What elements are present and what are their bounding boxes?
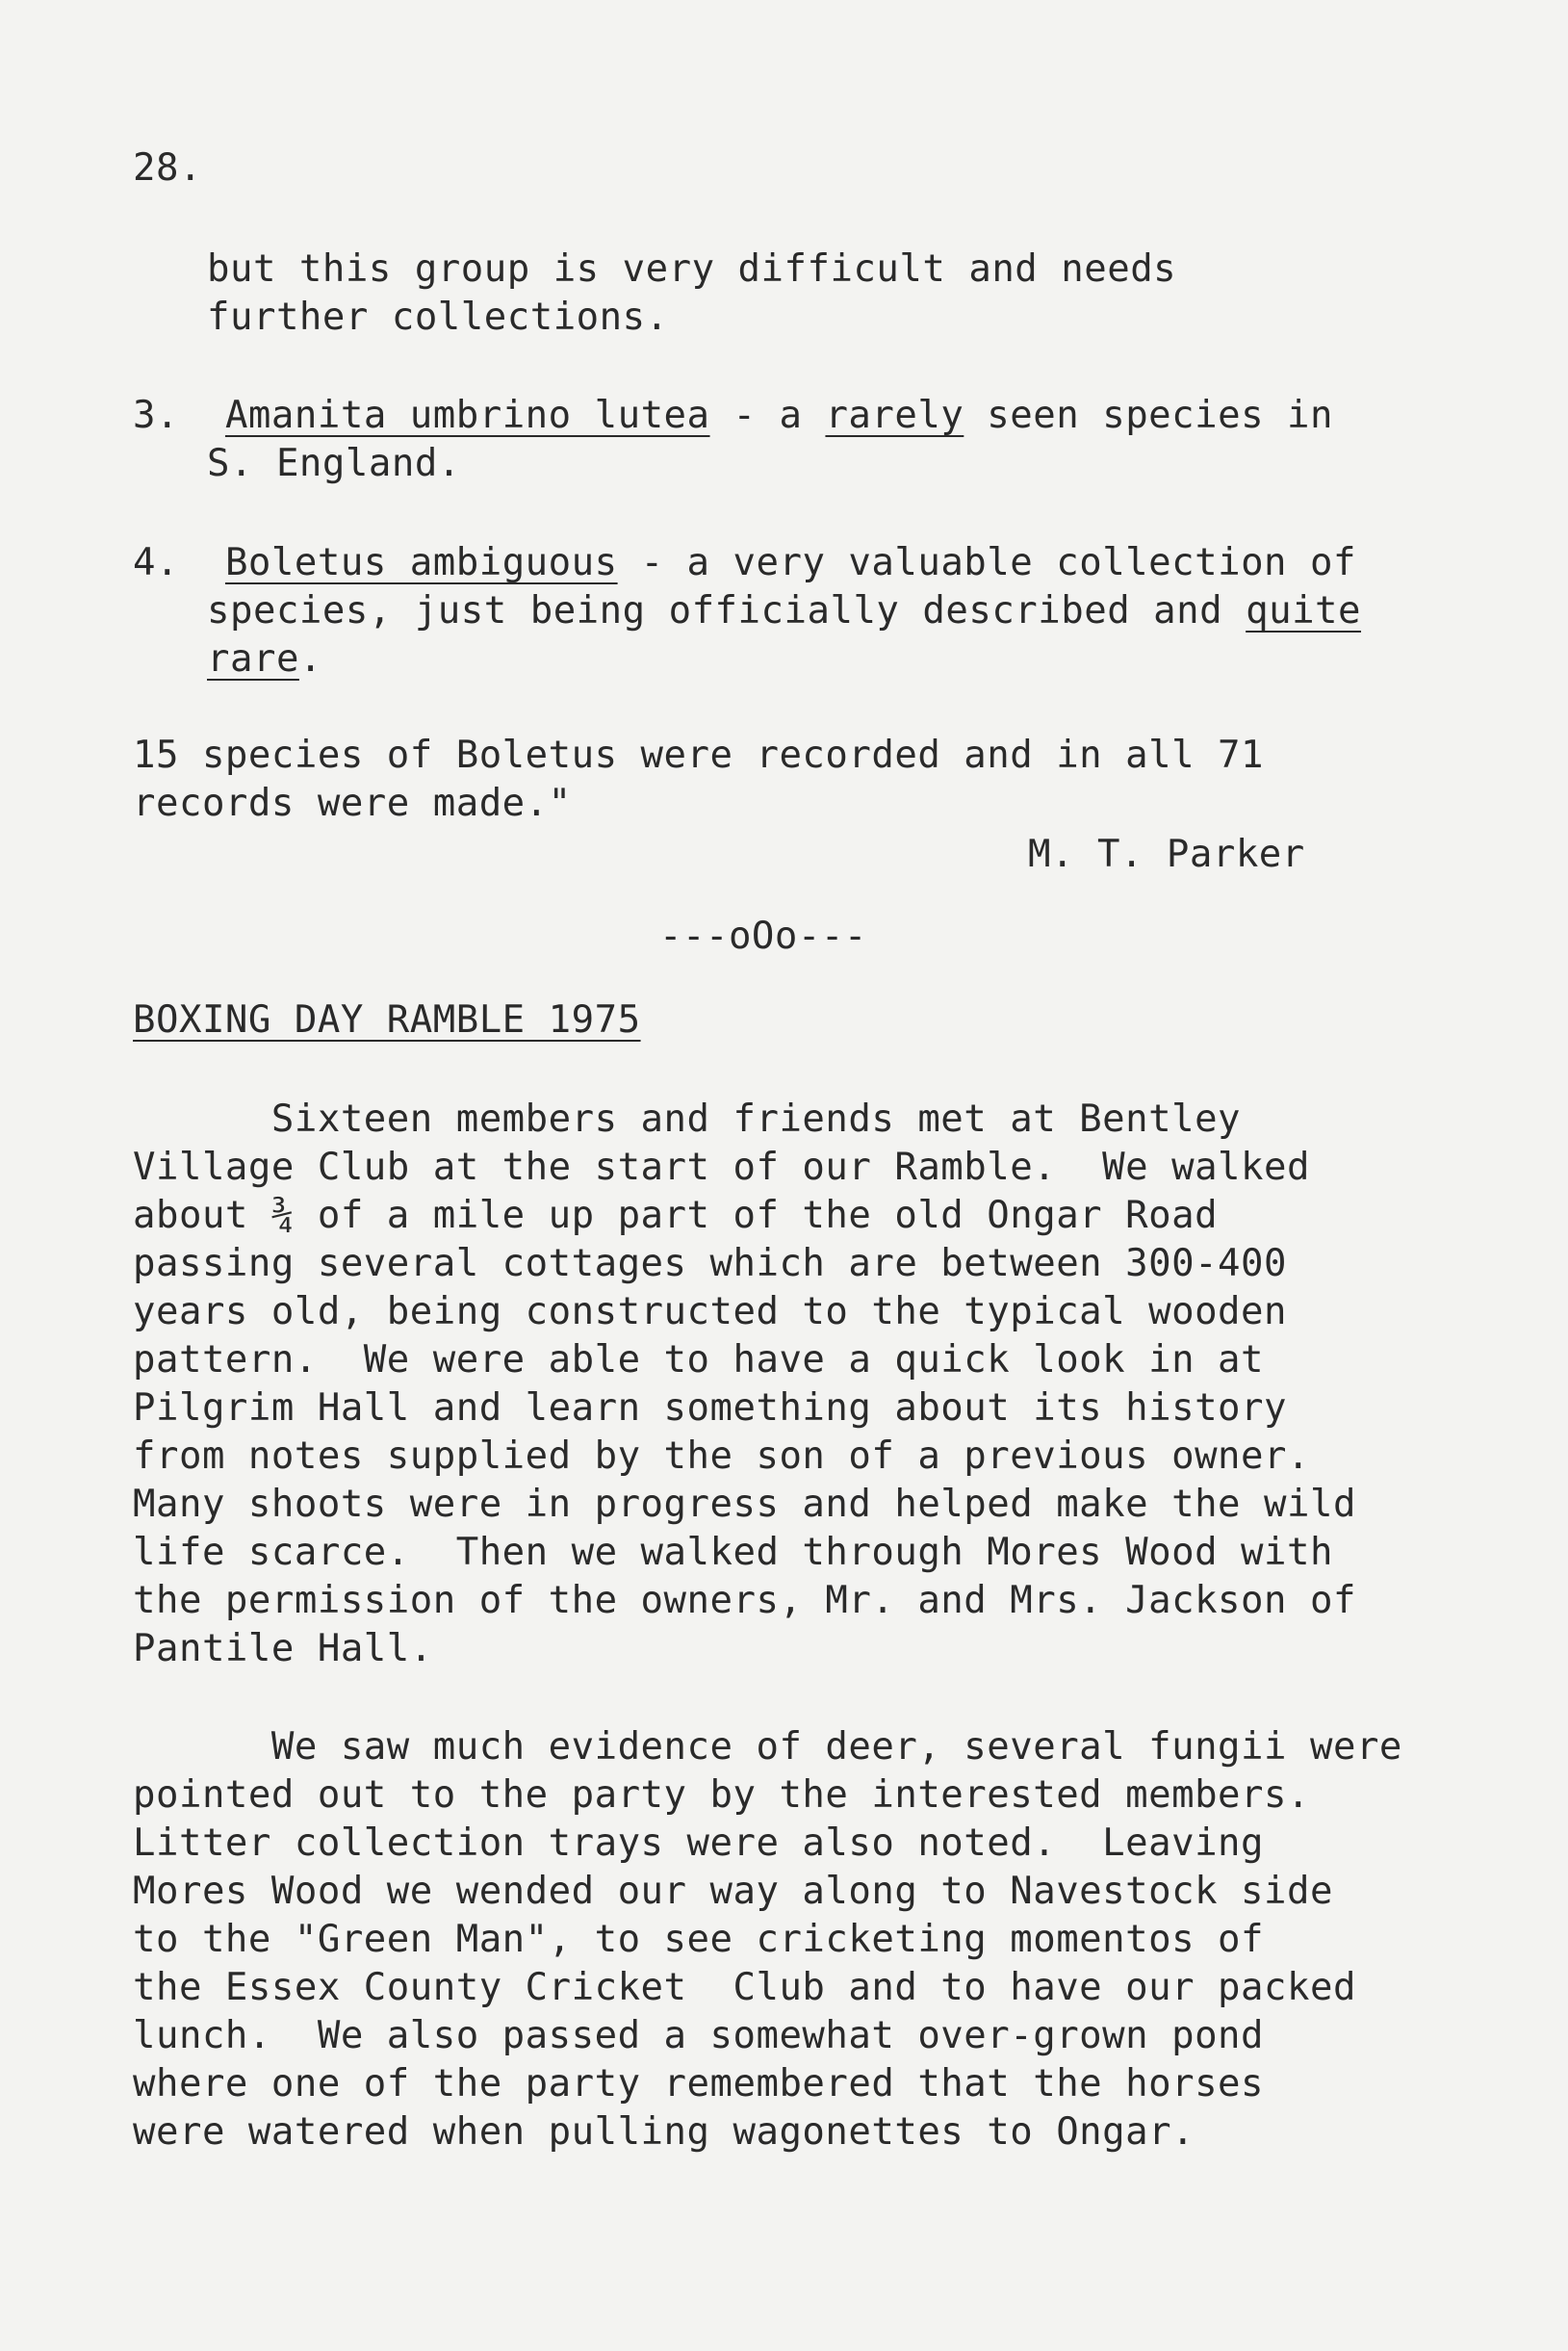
paragraph-2-line: pointed out to the party by the interested members. — [133, 1773, 1310, 1817]
species-name: Boletus ambiguous — [224, 541, 618, 584]
page-number: 28. — [133, 146, 202, 190]
paragraph-2-line: Litter collection trays were also noted. Leaving — [133, 1821, 1265, 1865]
list-item-4: 4. Boletus ambiguous - a very valuable collection of — [133, 541, 1356, 584]
paragraph-2-line: to the "Green Man", to see cricketing momentos of — [133, 1918, 1265, 1961]
paragraph-2-line: lunch. We also passed a somewhat over-grown pond — [133, 2014, 1265, 2057]
rarely-word: rarely — [825, 394, 964, 437]
list-item-4-line-2: species, just being officially described and quite — [207, 589, 1362, 633]
quite-word: quite — [1246, 589, 1362, 633]
list-item-4-line-3: rare. — [207, 637, 322, 681]
paragraph-2-line: where one of the party remembered that the horses — [133, 2062, 1265, 2106]
paragraph-2-line: We saw much evidence of deer, several fungii were — [133, 1725, 1402, 1769]
list-item-3-line-2: S. England. — [207, 442, 461, 485]
paragraph-1-line: Pilgrim Hall and learn something about its history — [133, 1386, 1287, 1430]
paragraph-1-line: Many shoots were in progress and helped make the wild — [133, 1483, 1356, 1526]
paragraph-1-line: about ¾ of a mile up part of the old Ongar Road — [133, 1194, 1219, 1237]
signature: M. T. Parker — [1028, 833, 1305, 876]
paragraph-1-line: from notes supplied by the son of a previous owner. — [133, 1434, 1310, 1478]
list-item-3: 3. Amanita umbrino lutea - a rarely seen species in — [133, 394, 1334, 437]
section-heading: BOXING DAY RAMBLE 1975 — [133, 998, 641, 1042]
section-separator: ---oOo--- — [659, 915, 867, 958]
paragraph-1-line: Pantile Hall. — [133, 1627, 433, 1670]
continuation-line-2: further collections. — [207, 296, 669, 339]
paragraph-1-line: years old, being constructed to the typical wooden — [133, 1290, 1287, 1333]
paragraph-2-line: were watered when pulling wagonettes to Ongar. — [133, 2110, 1195, 2154]
paragraph-1-line: Village Club at the start of our Ramble. We walked — [133, 1146, 1310, 1189]
paragraph-1-line: Sixteen members and friends met at Bentley — [133, 1098, 1242, 1141]
summary-line-1: 15 species of Boletus were recorded and in all 71 — [133, 734, 1265, 777]
item-number: 3. — [133, 394, 179, 437]
paragraph-2-line: the Essex County Cricket Club and to have our packed — [133, 1966, 1356, 2009]
item-number: 4. — [133, 541, 179, 584]
species-name: Amanita umbrino lutea — [224, 394, 710, 437]
summary-line-2: records were made." — [133, 782, 572, 825]
continuation-line-1: but this group is very difficult and needs — [207, 247, 1177, 291]
paragraph-1-line: passing several cottages which are between 300-400 — [133, 1242, 1287, 1285]
rare-word: rare — [207, 637, 299, 681]
paragraph-1-line: the permission of the owners, Mr. and Mrs. Jackson of — [133, 1579, 1356, 1622]
paragraph-1-line: life scarce. Then we walked through Mores Wood with — [133, 1531, 1333, 1574]
paragraph-2-line: Mores Wood we wended our way along to Navestock side — [133, 1870, 1333, 1913]
paragraph-1-line: pattern. We were able to have a quick look in at — [133, 1338, 1265, 1382]
